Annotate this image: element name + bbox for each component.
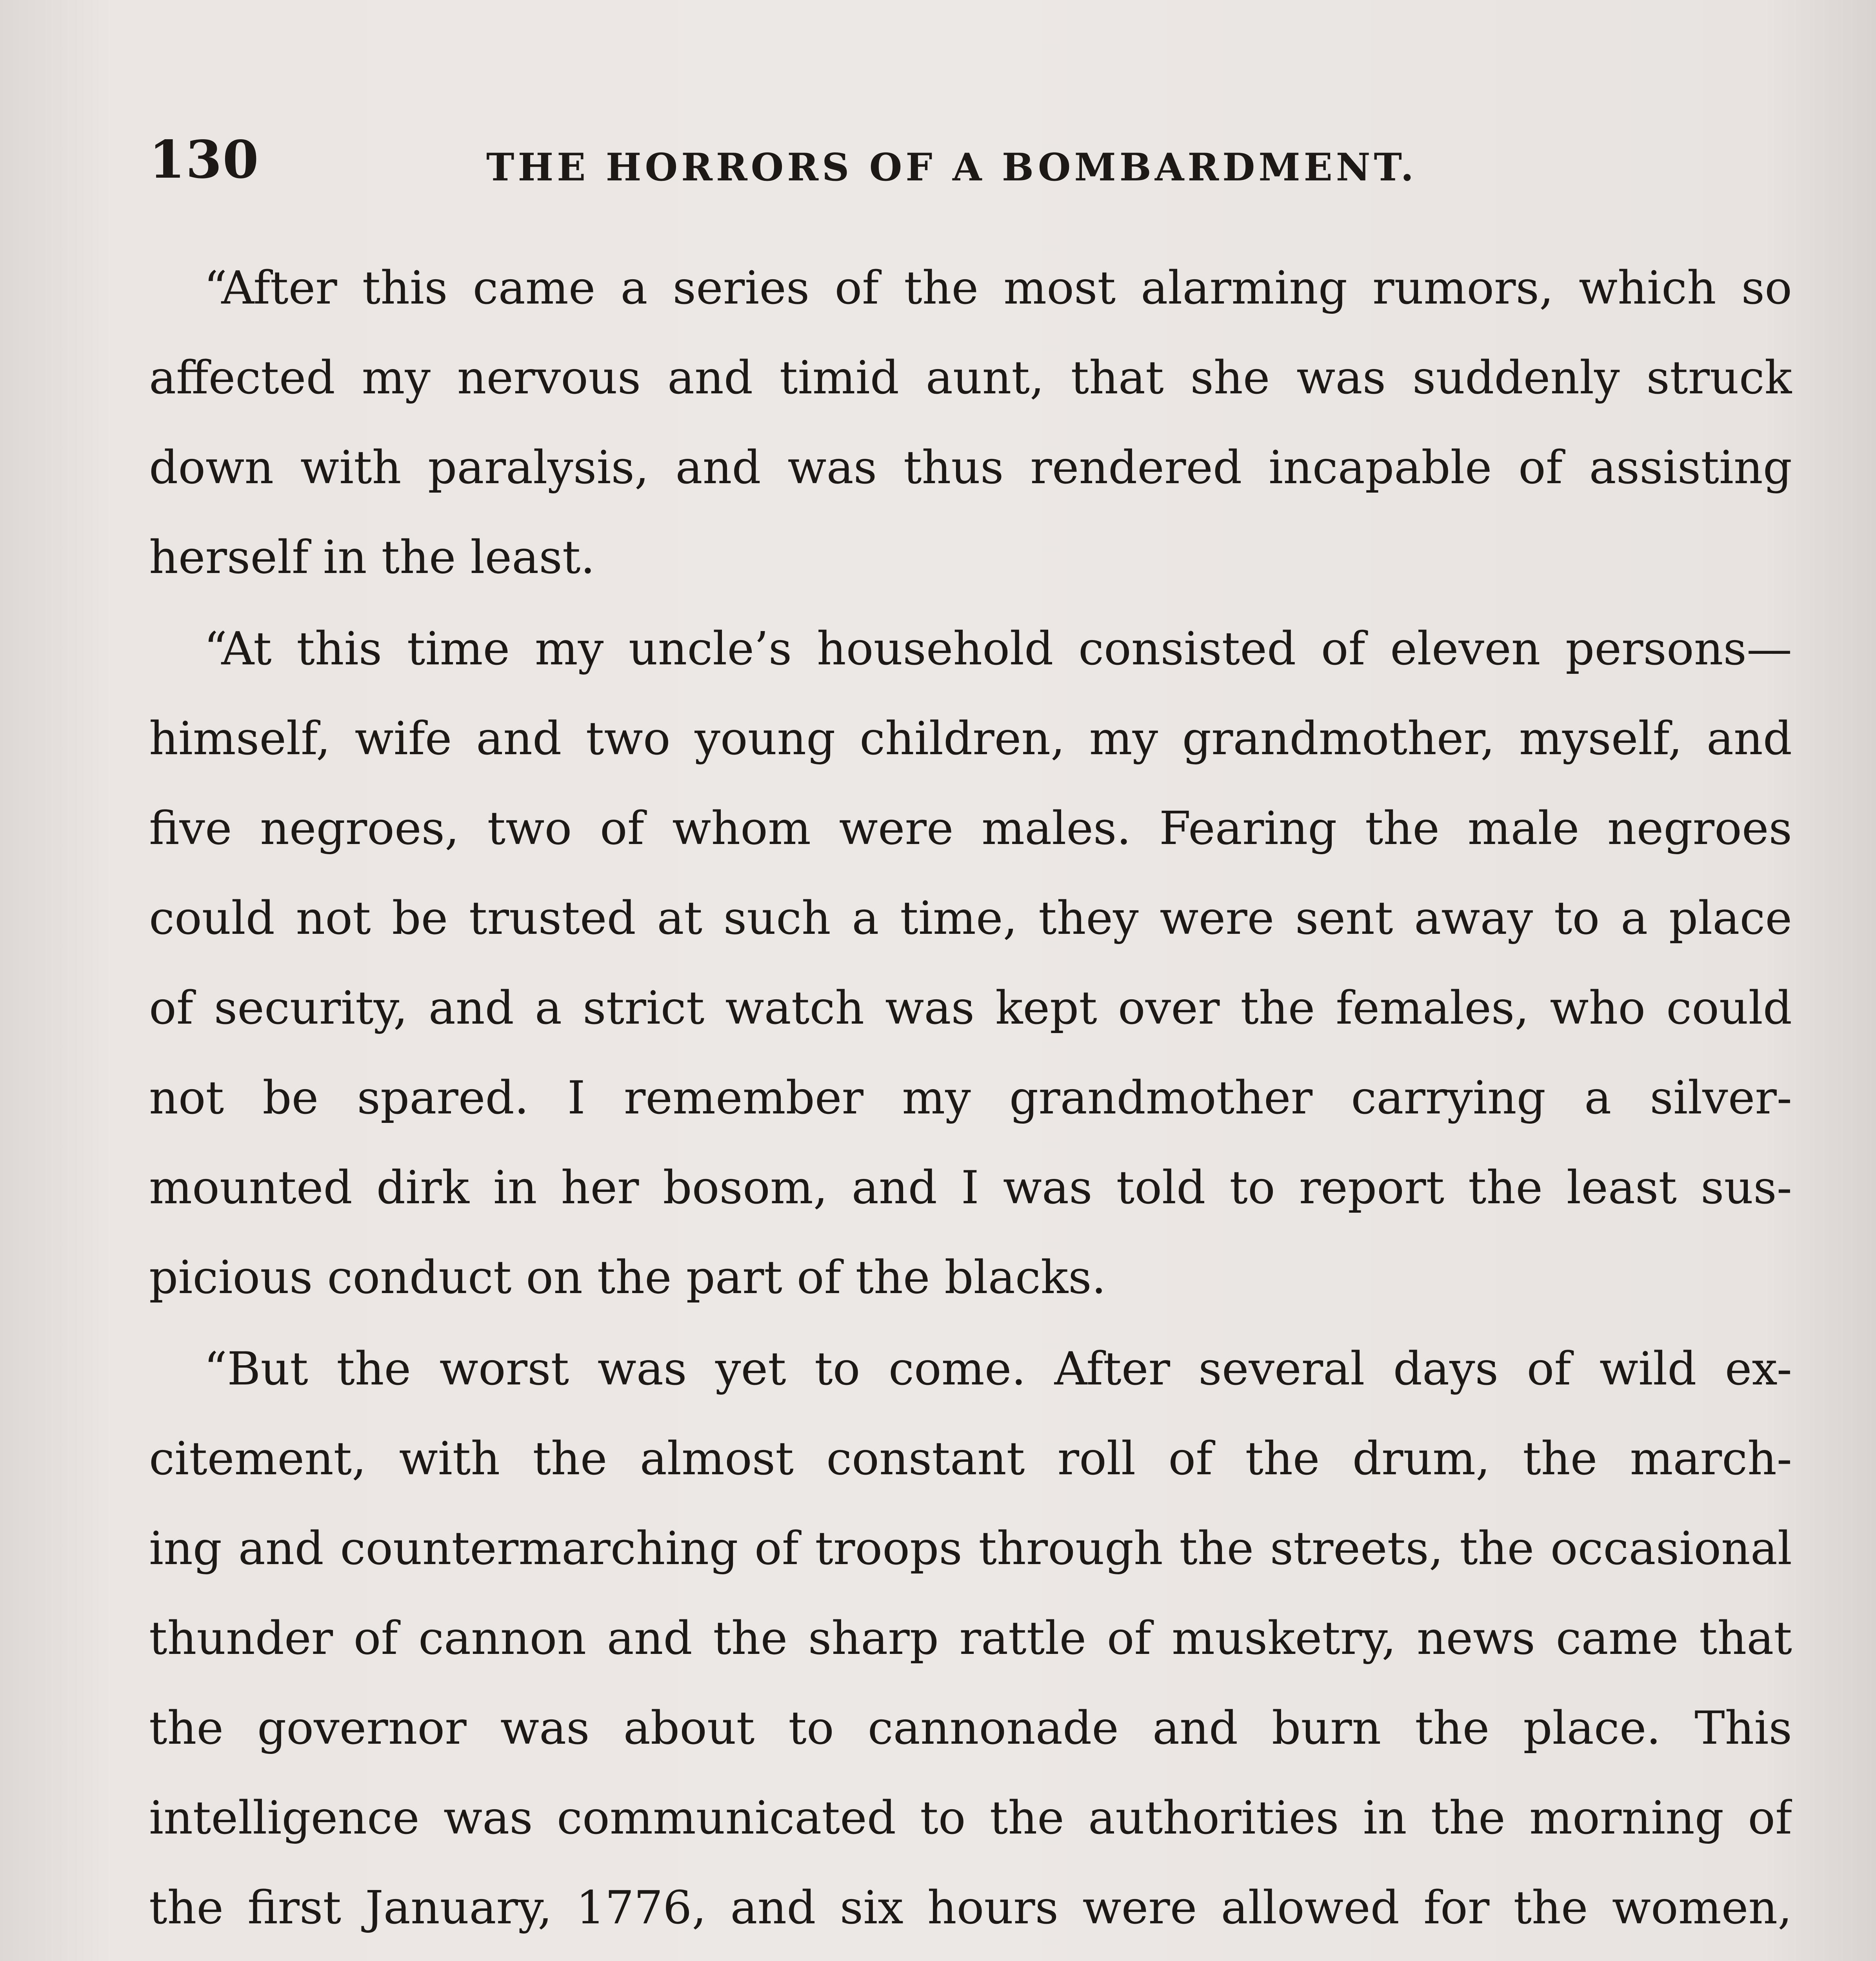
text-line: the governor was about to cannonade and burn the place. This xyxy=(149,1702,1792,1755)
text-line: picious conduct on the part of the blacks. xyxy=(149,1251,1106,1304)
text-line: ing and countermarching of troops through the streets, the occasional xyxy=(149,1522,1792,1575)
text-line: himself, wife and two young children, my grandmother, myself, and xyxy=(149,712,1792,765)
text-line: intelligence was communicated to the authorities in the morning of xyxy=(149,1792,1792,1845)
text-line xyxy=(149,1953,1792,1961)
text-line: herself in the least. xyxy=(149,531,595,584)
text-line: not be spared. I remember my grandmother carrying a silver- xyxy=(149,1071,1792,1124)
text-line: down with paralysis, and was thus rendered incapable of assisting xyxy=(149,441,1792,494)
running-title: THE HORRORS OF A BOMBARDMENT. xyxy=(486,145,1418,189)
page-header xyxy=(149,129,1792,200)
text-line: five negroes, two of whom were males. Fearing the male negroes xyxy=(149,802,1792,855)
text-line: the first January, 1776, and six hours were allowed for the women, xyxy=(149,1881,1792,1934)
text-line: “At this time my uncle’s household consisted of eleven persons— xyxy=(204,622,1792,675)
text-line: citement, with the almost constant roll of the drum, the march- xyxy=(149,1432,1792,1485)
text-line: thunder of cannon and the sharp rattle of musketry, news came that xyxy=(149,1612,1792,1665)
text-line: “But the worst was yet to come. After several days of wild ex- xyxy=(204,1343,1792,1395)
body-text xyxy=(149,243,1792,1961)
page-number: 130 xyxy=(149,129,260,190)
text-line: of security, and a strict watch was kept over the females, who could xyxy=(149,982,1792,1035)
text-line: affected my nervous and timid aunt, that she was suddenly struck xyxy=(149,351,1792,404)
text-line: could not be trusted at such a time, they were sent away to a place xyxy=(149,892,1792,945)
text-line: mounted dirk in her bosom, and I was told to report the least sus- xyxy=(149,1161,1792,1214)
text-line: “After this came a series of the most alarming rumors, which so xyxy=(204,262,1792,315)
